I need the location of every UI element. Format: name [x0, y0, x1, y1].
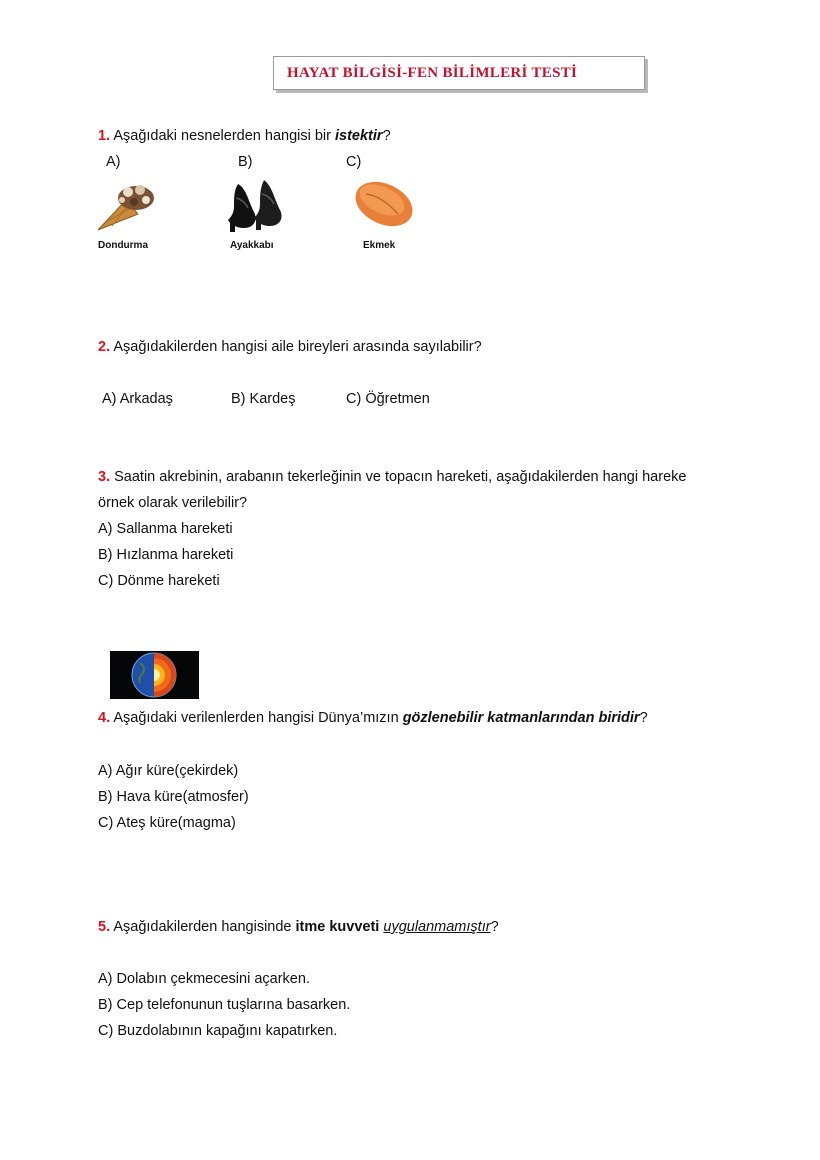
question-underlined: uygulanmamıştır	[383, 919, 491, 935]
title-box	[273, 56, 645, 90]
option-a-letter: A)	[106, 154, 121, 170]
option-b-letter: B)	[238, 154, 253, 170]
question-text-line1: Saatin akrebinin, arabanın tekerleğinin ve topacın hareketi, aşağıdakilerden hangi hareke	[114, 469, 687, 485]
question-number: 4.	[98, 710, 111, 726]
question-number: 2.	[98, 339, 111, 355]
option-b: B) Hava küre(atmosfer)	[98, 789, 249, 805]
bread-icon	[352, 178, 416, 230]
question-text-line2: örnek olarak verilebilir?	[98, 495, 248, 511]
shoes-icon	[224, 178, 288, 234]
question-5	[98, 919, 499, 935]
ice-cream-icon	[96, 180, 156, 232]
question-number: 1.	[98, 128, 111, 144]
question-bold: itme kuvveti	[295, 919, 380, 935]
page-title: HAYAT BİLGİSİ-FEN BİLİMLERİ TESTİ	[287, 65, 578, 81]
option-b-caption: Ayakkabı	[230, 240, 274, 251]
option-a: A) Ağır küre(çekirdek)	[98, 763, 239, 779]
option-c: C) Öğretmen	[346, 391, 430, 407]
option-b: B) Kardeş	[231, 391, 296, 407]
question-text: Aşağıdakilerden hangisi aile bireyleri arasında sayılabilir?	[113, 339, 482, 355]
option-c-letter: C)	[346, 154, 362, 170]
option-a: A) Sallanma hareketi	[98, 521, 233, 537]
question-mark: ?	[382, 128, 391, 144]
option-b: B) Cep telefonunun tuşlarına basarken.	[98, 997, 351, 1013]
question-3	[98, 469, 686, 485]
question-text: Aşağıdaki verilenlerden hangisi Dünya’mızın	[113, 710, 403, 726]
question-emphasis: istektir	[335, 128, 383, 144]
question-emphasis: gözlenebilir katmanlarından biridir	[402, 710, 640, 726]
option-a: A) Dolabın çekmecesini açarken.	[98, 971, 310, 987]
option-c: C) Dönme hareketi	[98, 573, 220, 589]
earth-layers-icon	[110, 651, 199, 699]
question-number: 3.	[98, 469, 111, 485]
option-c: C) Ateş küre(magma)	[98, 815, 236, 831]
option-a-caption: Dondurma	[98, 240, 148, 251]
option-c-caption: Ekmek	[363, 240, 396, 251]
question-1	[98, 128, 391, 144]
question-4	[98, 710, 648, 726]
question-text: Aşağıdakilerden hangisinde	[113, 919, 296, 935]
option-a: A) Arkadaş	[102, 391, 173, 407]
option-b: B) Hızlanma hareketi	[98, 547, 234, 563]
question-text: Aşağıdaki nesnelerden hangisi bir	[113, 128, 335, 144]
question-mark: ?	[490, 919, 499, 935]
option-c: C) Buzdolabının kapağını kapatırken.	[98, 1023, 338, 1039]
question-2	[98, 339, 482, 355]
question-number: 5.	[98, 919, 111, 935]
question-mark: ?	[639, 710, 648, 726]
